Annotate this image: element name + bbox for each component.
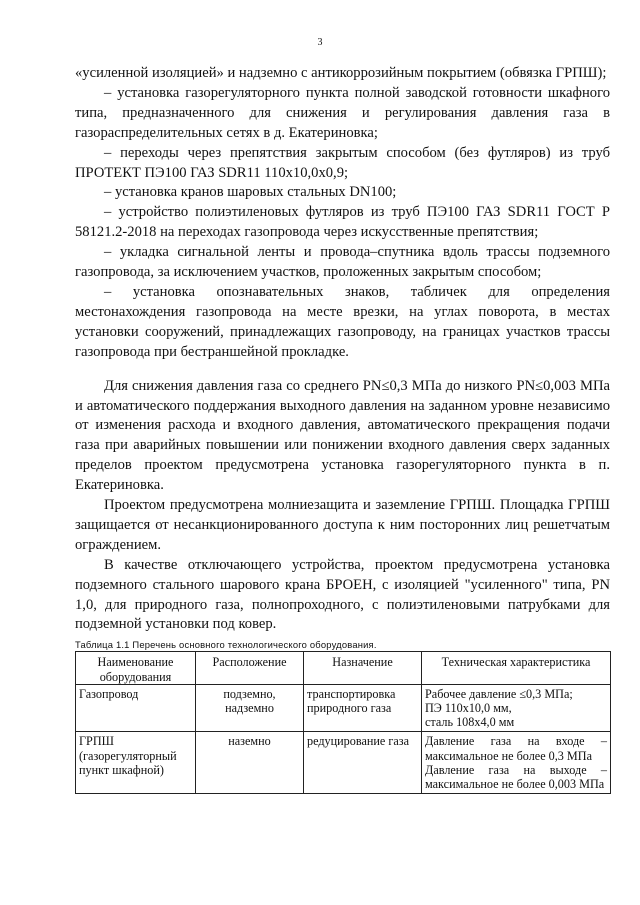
table-caption: Таблица 1.1 Перечень основного технологического оборудования.: [75, 639, 377, 651]
table-row: [76, 732, 611, 794]
spec-line: Рабочее давление ≤0,3 МПа;: [425, 686, 573, 701]
paragraph-lightning-protection: Проектом предусмотрена молниезащита и заземление ГРПШ. Площадка ГРПШ защищается от несанкционированного доступа к ним посторонних лиц решетчатым ограждением.: [75, 497, 610, 553]
paragraph-1: «усиленной изоляцией» и надземно с антикоррозийным покрытием (обвязка ГРПШ);: [75, 65, 607, 81]
list-item-grpsh: – установка газорегуляторного пункта полной заводской готовности шкафного типа, предназначенного для снижения и регулирования давления газа в газораспределительных сетях в д. Екатериновка;: [75, 84, 610, 141]
cell-spec: [422, 684, 611, 732]
column-header-purpose: Назначение: [304, 652, 422, 684]
list-item-casings: – устройство полиэтиленовых футляров из труб ПЭ100 ГАЗ SDR11 ГОСТ Р 58121.2-2018 на переходах газопровода через искусственные препятствия;: [75, 204, 610, 241]
cell-location: подземно, надземно: [196, 684, 304, 732]
cell-purpose: транспортировка природного газа: [304, 684, 422, 732]
spec-line: Давление газа на входе – максимальное не более 0,3 МПа: [425, 734, 607, 763]
cell-location: наземно: [196, 732, 304, 794]
cell-name: ГРПШ (газорегуляторный пункт шкафной): [76, 732, 196, 794]
spec-line: ПЭ 110х10,0 мм,: [425, 700, 512, 715]
cell-spec: [422, 732, 611, 794]
paragraph-pressure-reduction: Для снижения давления газа со среднего PN≤0,3 МПа до низкого PN≤0,003 МПа и автоматического поддержания выходного давления на заданном уровне независимо от изменения расхода и входного давления, автоматического прекращения подачи газа при аварийных повышении или понижении входного давления сверх заданных пределов проектом предусмотрена установка газорегуляторного пункта в п. Екатериновка.: [75, 377, 610, 494]
equipment-table: [75, 651, 611, 794]
paragraph-shutoff-device: В качестве отключающего устройства, проектом предусмотрена установка подземного стального шарового крана БРОЕН, с изоляцией "усиленного" типа, PN 1,0, для природного газа, полнопроходного, с полиэтиленовыми патрубками для подземной установки под ковер.: [75, 556, 610, 633]
page-number: 3: [317, 37, 323, 48]
list-item-crossings: – переходы через препятствия закрытым способом (без футляров) из труб ПРОТЕКТ ПЭ100 ГАЗ SDR11 110х10,0х0,9;: [75, 144, 610, 181]
spec-line: Давление газа на выходе – максимальное не более 0,003 МПа: [425, 762, 607, 791]
column-header-spec: Техническая характеристика: [422, 652, 611, 684]
page-content: [75, 64, 610, 794]
cell-name: Газопровод: [76, 684, 196, 732]
list-item-marker-signs: – установка опознавательных знаков, табличек для определения местонахождения газопровода на месте врезки, на углах поворота, в местах установки сооружений, принадлежащих газопроводу, на границах участков трассы газопровода при бестраншейной прокладке.: [75, 283, 610, 360]
list-item-valves: – установка кранов шаровых стальных DN100;: [104, 184, 397, 201]
table-row: [76, 684, 611, 732]
column-header-location: Расположение: [196, 652, 304, 684]
table-header-row: [76, 652, 611, 684]
list-item-signal-tape: – укладка сигнальной ленты и провода–спутника вдоль трассы подземного газопровода, за исключением участков, проложенных закрытым способом;: [75, 244, 610, 281]
column-header-name: Наименование оборудования: [76, 652, 196, 684]
spec-line: сталь 108х4,0 мм: [425, 715, 515, 730]
cell-purpose: редуцирование газа: [304, 732, 422, 794]
